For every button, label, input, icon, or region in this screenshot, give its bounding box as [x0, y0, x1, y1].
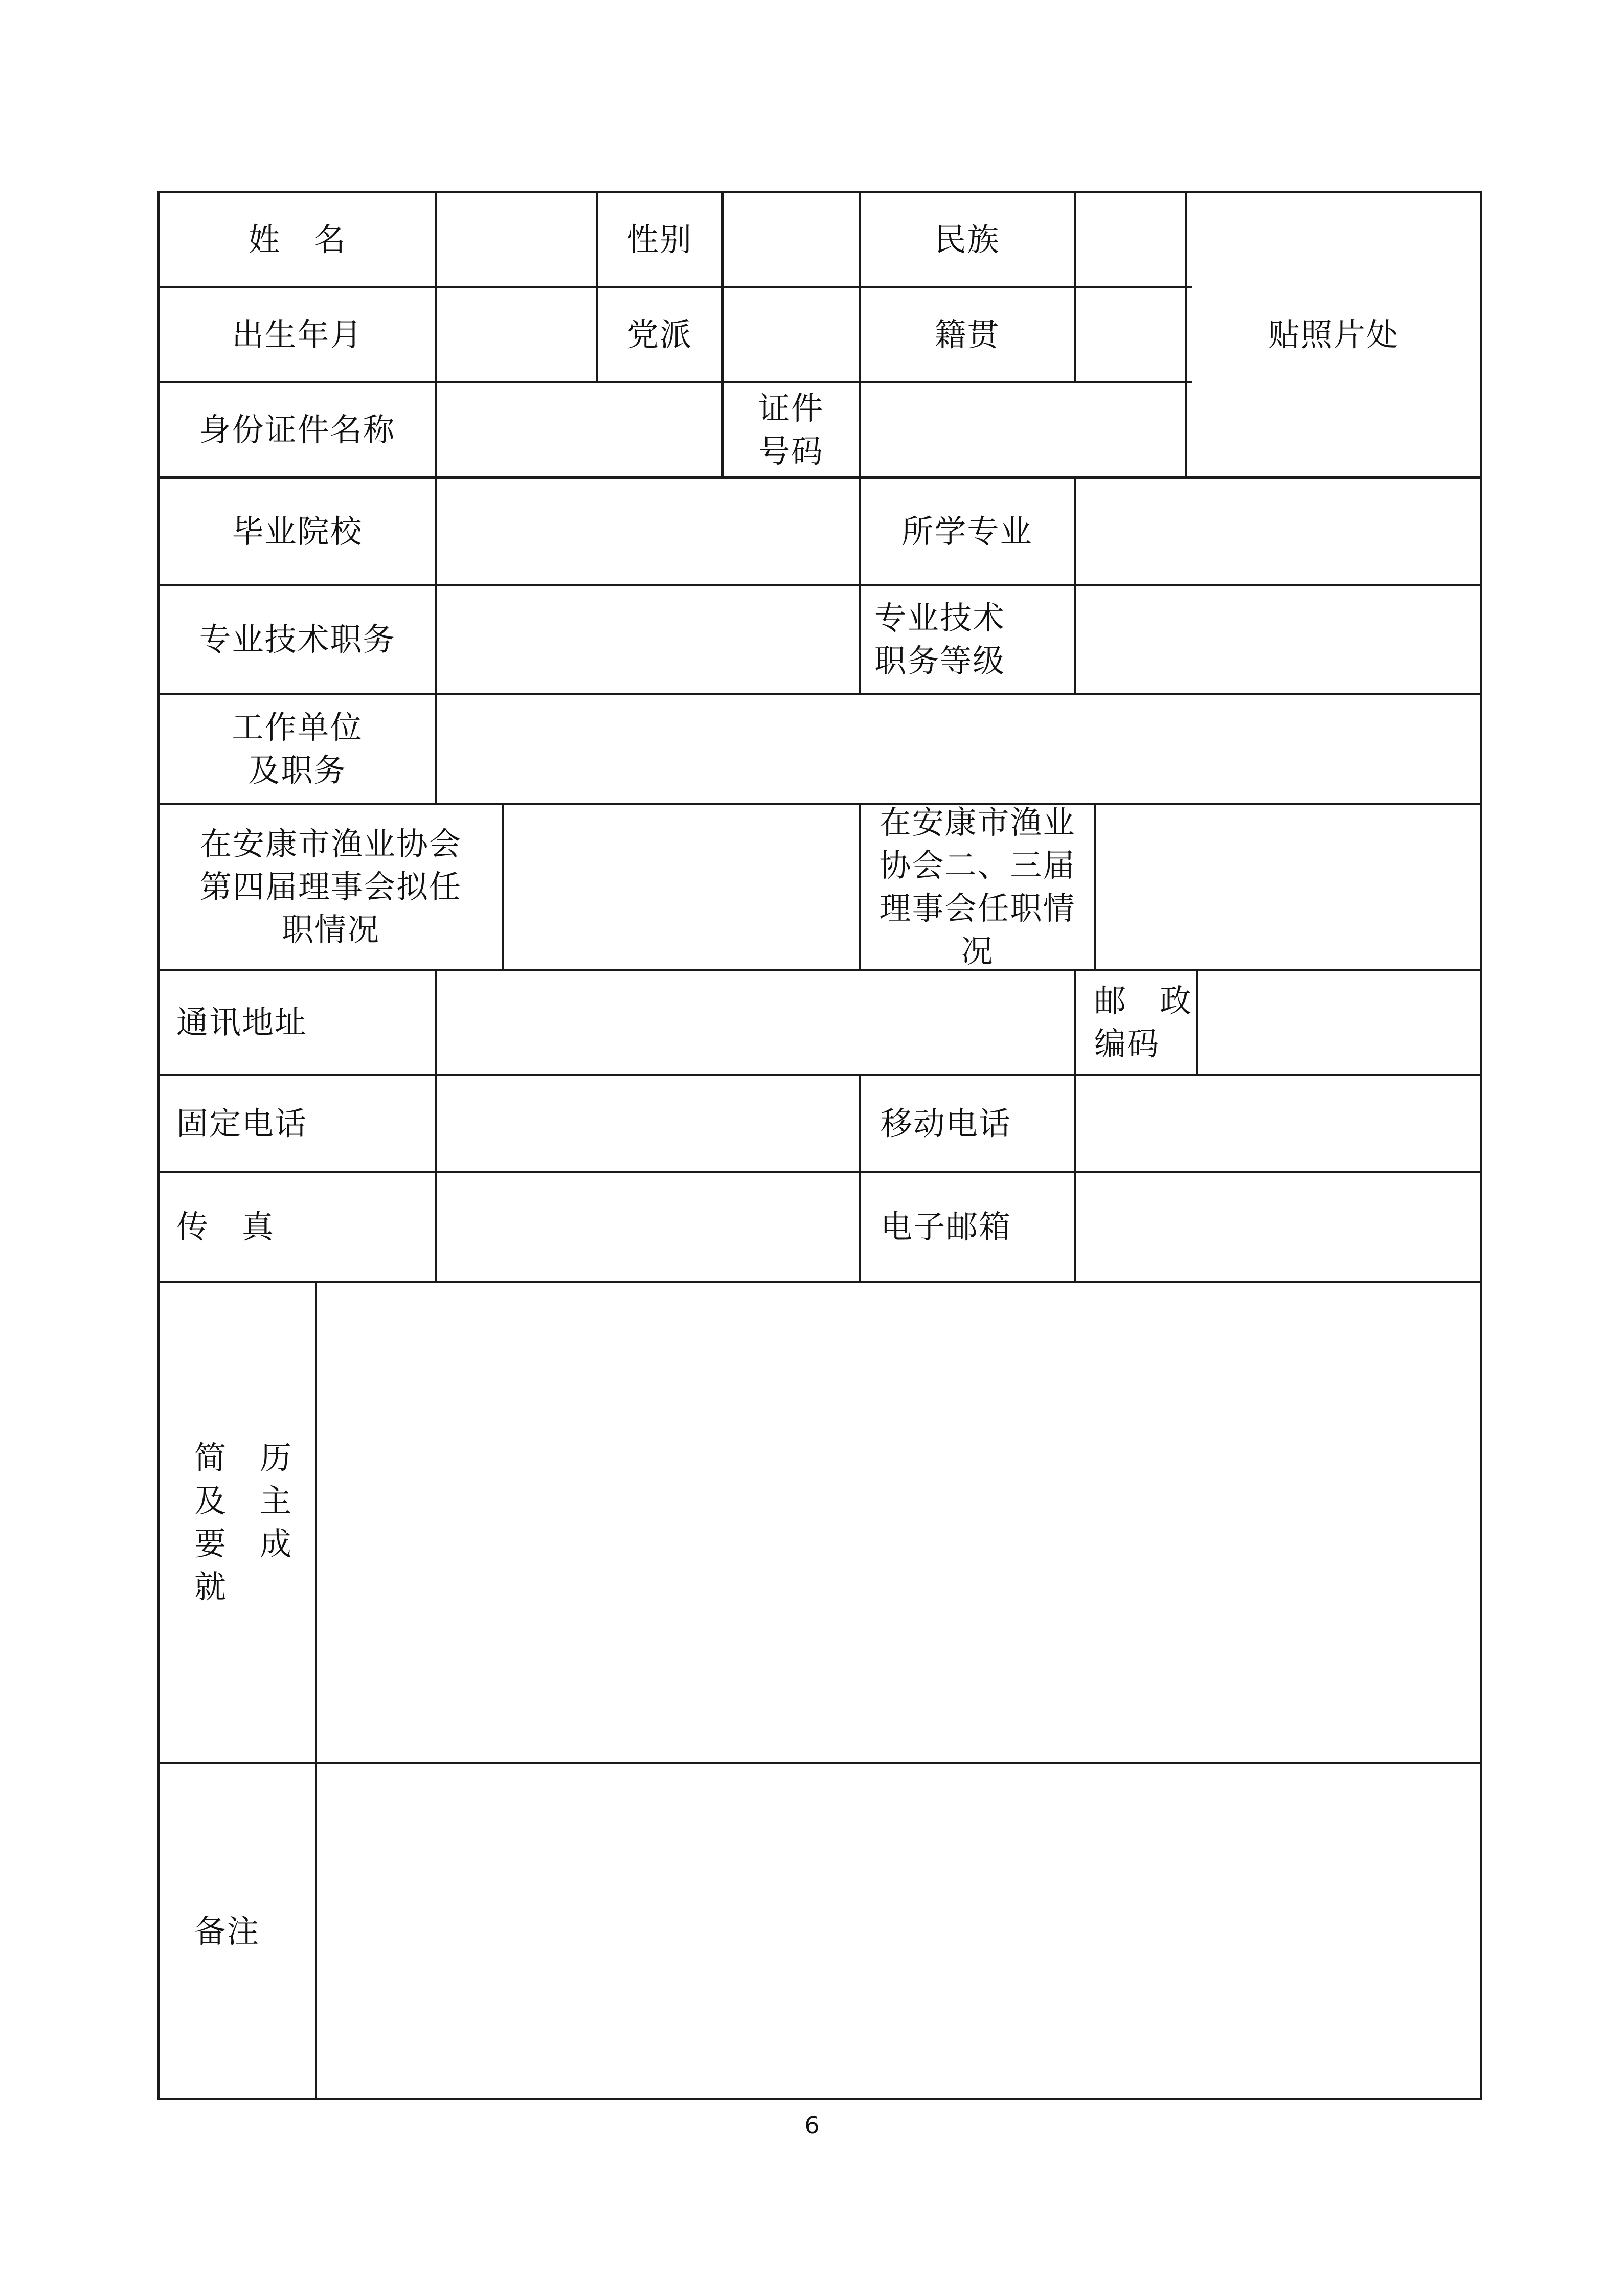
proposed-position-label-line-2: 第四届理事会拟任 — [199, 868, 462, 905]
postal-code-label-line-2: 编码 — [1094, 1025, 1160, 1062]
landline-phone-field[interactable] — [437, 1076, 859, 1171]
birth-date-label: 出生年月 — [232, 316, 363, 353]
tech-level-label-line-2: 职务等级 — [874, 642, 1006, 679]
address-field[interactable] — [437, 971, 1074, 1074]
resume-achievements-label — [194, 1283, 315, 1762]
postal-code-label — [1094, 971, 1196, 1074]
id-number-field[interactable] — [861, 383, 1185, 476]
gender-label: 性别 — [626, 221, 692, 258]
major-label: 所学专业 — [901, 512, 1033, 550]
remarks-label: 备注 — [194, 1912, 260, 1950]
prior-position-label-line-1: 在安康市渔业 — [879, 803, 1076, 841]
party-label: 党派 — [626, 316, 692, 353]
id-document-name-label: 身份证件名称 — [199, 411, 396, 448]
mobile-phone-label: 移动电话 — [881, 1104, 1012, 1142]
proposed-position-label — [160, 805, 502, 969]
name-field[interactable] — [437, 193, 596, 286]
id-number-label — [724, 383, 859, 476]
tech-title-field[interactable] — [437, 586, 859, 693]
photo-placeholder[interactable]: 贴照片处 — [1268, 316, 1399, 353]
resume-label-line-4: 就 — [194, 1568, 228, 1605]
work-unit-field[interactable] — [437, 695, 1480, 803]
fax-field[interactable] — [437, 1173, 859, 1281]
tech-level-label — [874, 586, 1074, 693]
native-place-label: 籍贯 — [934, 316, 1000, 353]
postal-code-label-line-1: 邮 政 — [1094, 982, 1193, 1019]
page-number: 6 — [804, 2111, 820, 2139]
tech-level-field[interactable] — [1076, 586, 1480, 693]
resume-achievements-field[interactable] — [317, 1283, 1480, 1762]
remarks-field[interactable] — [317, 1764, 1480, 2098]
school-label: 毕业院校 — [232, 512, 363, 550]
proposed-position-field[interactable] — [504, 805, 859, 969]
email-label: 电子邮箱 — [881, 1208, 1012, 1245]
proposed-position-label-line-3: 职情况 — [281, 911, 380, 948]
landline-phone-label: 固定电话 — [176, 1104, 308, 1142]
fax-label: 传 真 — [176, 1208, 275, 1245]
tech-title-label: 专业技术职务 — [199, 621, 396, 658]
prior-position-label-line-2: 协会二、三届 — [879, 846, 1076, 884]
major-field[interactable] — [1076, 479, 1480, 584]
tech-level-label-line-1: 专业技术 — [874, 599, 1006, 636]
postal-code-field[interactable] — [1198, 971, 1480, 1074]
work-unit-label-line-1: 工作单位 — [232, 708, 363, 746]
address-label: 通讯地址 — [176, 1003, 308, 1041]
prior-position-label — [861, 805, 1094, 969]
mobile-phone-field[interactable] — [1076, 1076, 1480, 1171]
gender-field[interactable] — [724, 193, 859, 286]
id-number-label-line-1: 证件 — [758, 390, 824, 427]
id-document-name-field[interactable] — [437, 383, 721, 476]
work-unit-label-line-2: 及职务 — [248, 751, 347, 789]
school-field[interactable] — [437, 479, 859, 584]
native-place-field[interactable] — [1076, 288, 1185, 381]
prior-position-label-line-4: 况 — [961, 932, 994, 970]
party-field[interactable] — [724, 288, 859, 381]
birth-date-field[interactable] — [437, 288, 596, 381]
ethnicity-label: 民族 — [934, 221, 1000, 258]
work-unit-label — [160, 695, 435, 803]
email-field[interactable] — [1076, 1173, 1480, 1281]
name-label: 姓 名 — [248, 221, 347, 258]
resume-label-line-1: 简 历 — [194, 1439, 293, 1476]
resume-label-line-2: 及 主 — [194, 1482, 293, 1519]
resume-label-line-3: 要 成 — [194, 1525, 293, 1562]
prior-position-label-line-3: 理事会任职情 — [879, 889, 1076, 927]
id-number-label-line-2: 号码 — [758, 433, 824, 470]
proposed-position-label-line-1: 在安康市渔业协会 — [199, 825, 462, 862]
ethnicity-field[interactable] — [1076, 193, 1185, 286]
prior-position-field[interactable] — [1096, 805, 1480, 969]
